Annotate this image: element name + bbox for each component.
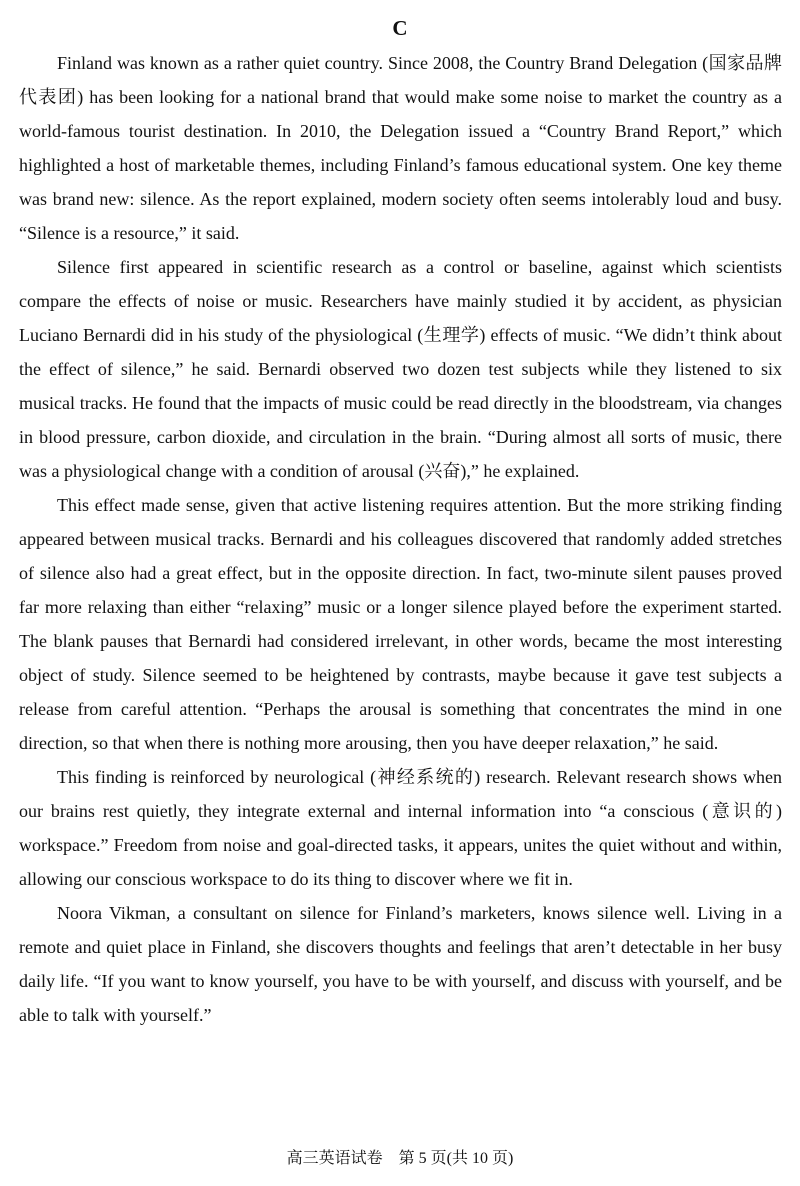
paragraph-3: This effect made sense, given that active listening requires attention. But the more striking finding appeared between musical tracks. Bernardi and his colleagues discovered that randomly added stretches of silence also had a great effect, but in the opposite direction. In fact, two-minute silent pauses proved far more relaxing than either “relaxing” music or a longer silence played before the experiment started. The blank pauses that Bernardi had considered irrelevant, in other words, became the most interesting object of study. Silence seemed to be heightened by contrasts, maybe because it gave test subjects a release from careful attention. “Perhaps the arousal is something that concentrates the mind in one direction, so that when there is nothing more arousing, then you have deeper relaxation,” he said. bbox=[19, 495, 782, 753]
paragraph-5: Noora Vikman, a consultant on silence for Finland’s marketers, knows silence well. Living in a remote and quiet place in Finland, she discovers thoughts and feelings that aren’t detectable in her busy daily life. “If you want to know yourself, you have to be with yourself, and discuss with yourself, and be able to talk with yourself.” bbox=[19, 903, 782, 1025]
paragraph-1: Finland was known as a rather quiet country. Since 2008, the Country Brand Delegation (国家品牌代表团) has been looking for a national brand that would make some noise to market the country as a world-famous tourist destination. In 2010, the Delegation issued a “Country Brand Report,” which highlighted a host of marketable themes, including Finland’s famous educational system. One key theme was brand new: silence. As the report explained, modern society often seems intolerably loud and busy. “Silence is a resource,” it said. bbox=[19, 53, 782, 243]
paragraph-2: Silence first appeared in scientific research as a control or baseline, against which scientists compare the effects of noise or music. Researchers have mainly studied it by accident, as physician Luciano Bernardi did in his study of the physiological (生理学) effects of music. “We didn’t think about the effect of silence,” he said. Bernardi observed two dozen test subjects while they listened to six musical tracks. He found that the impacts of music could be read directly in the bloodstream, via changes in blood pressure, carbon dioxide, and circulation in the brain. “During almost all sorts of music, there was a physiological change with a condition of arousal (兴奋),” he explained. bbox=[19, 257, 782, 481]
page-footer: 高三英语试卷 第 5 页(共 10 页) bbox=[286, 1150, 514, 1167]
paragraph-4: This finding is reinforced by neurological (神经系统的) research. Relevant research shows when our brains rest quietly, they integrate external and internal information into “a conscious (意识的) workspace.” Freedom from noise and goal-directed tasks, it appears, unites the quiet without and within, allowing our conscious workspace to do its thing to discover where we fit in. bbox=[19, 767, 782, 889]
passage-body bbox=[19, 46, 782, 1032]
section-heading: C bbox=[392, 16, 408, 40]
